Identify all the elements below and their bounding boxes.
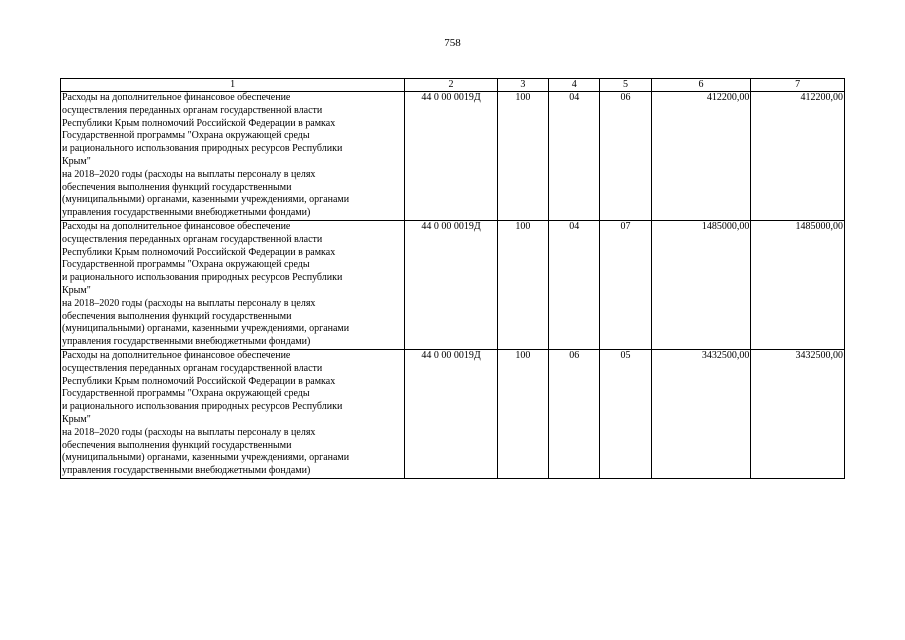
expense-type-code: 100: [497, 220, 548, 349]
expense-name-line: обеспечения выполнения функций государственными: [62, 181, 292, 193]
column-header: 4: [549, 79, 600, 92]
subsection-code: 06: [600, 92, 651, 221]
expense-name-cell: [61, 92, 405, 221]
section-code: 04: [549, 92, 600, 221]
column-header: 5: [600, 79, 651, 92]
expense-type-code: 100: [497, 92, 548, 221]
expense-name-line: и рационального использования природных ресурсов Республики: [62, 143, 343, 155]
target-article-code: 44 0 00 0019Д: [405, 349, 498, 478]
column-header: 2: [405, 79, 498, 92]
expense-name-line: Расходы на дополнительное финансовое обеспечение: [62, 349, 291, 361]
expense-name-line: на 2018–2020 годы (расходы на выплаты персоналу в целях: [62, 168, 316, 180]
expense-name-line: Республики Крым полномочий Российской Федерации в рамках: [62, 246, 336, 258]
expense-name-line: и рационального использования природных ресурсов Республики: [62, 401, 343, 413]
expense-name-line: Республики Крым полномочий Российской Федерации в рамках: [62, 117, 336, 129]
subsection-code: 05: [600, 349, 651, 478]
budget-table: [60, 78, 845, 479]
expense-name-line: обеспечения выполнения функций государственными: [62, 439, 292, 451]
expense-name-line: обеспечения выполнения функций государственными: [62, 310, 292, 322]
expense-name-line: Крым": [62, 155, 91, 167]
expense-name-line: осуществления переданных органам государственной власти: [62, 104, 323, 116]
expense-name-line: Государственной программы "Охрана окружающей среды: [62, 130, 310, 142]
table-row: [61, 92, 845, 221]
expense-name-cell: [61, 220, 405, 349]
expense-name-line: (муниципальными) органами, казенными учреждениями, органами: [62, 194, 350, 206]
table-header-row: [61, 79, 845, 92]
page-number: 758: [444, 37, 461, 49]
column-header: 6: [651, 79, 751, 92]
expense-name-line: управления государственными внебюджетными фондами): [62, 465, 311, 477]
expense-name-line: осуществления переданных органам государственной власти: [62, 362, 323, 374]
expense-name-line: (муниципальными) органами, казенными учреждениями, органами: [62, 452, 350, 464]
table-row: [61, 220, 845, 349]
expense-name-line: и рационального использования природных ресурсов Республики: [62, 272, 343, 284]
amount-column-7: 3432500,00: [751, 349, 845, 478]
table-row: [61, 349, 845, 478]
expense-name-cell: [61, 349, 405, 478]
expense-name-line: Расходы на дополнительное финансовое обеспечение: [62, 220, 291, 232]
amount-column-6: 412200,00: [651, 92, 751, 221]
amount-column-7: 1485000,00: [751, 220, 845, 349]
expense-name-line: на 2018–2020 годы (расходы на выплаты персоналу в целях: [62, 297, 316, 309]
expense-name-line: Государственной программы "Охрана окружающей среды: [62, 388, 310, 400]
expense-name-line: на 2018–2020 годы (расходы на выплаты персоналу в целях: [62, 426, 316, 438]
target-article-code: 44 0 00 0019Д: [405, 220, 498, 349]
expense-type-code: 100: [497, 349, 548, 478]
amount-column-7: 412200,00: [751, 92, 845, 221]
column-header: 7: [751, 79, 845, 92]
expense-name-line: Крым": [62, 284, 91, 296]
section-code: 06: [549, 349, 600, 478]
section-code: 04: [549, 220, 600, 349]
expense-name-line: управления государственными внебюджетными фондами): [62, 207, 311, 219]
column-header: 1: [61, 79, 405, 92]
expense-name-line: Государственной программы "Охрана окружающей среды: [62, 259, 310, 271]
expense-name-line: управления государственными внебюджетными фондами): [62, 336, 311, 348]
target-article-code: 44 0 00 0019Д: [405, 92, 498, 221]
column-header: 3: [497, 79, 548, 92]
expense-name-line: Крым": [62, 413, 91, 425]
expense-name-line: Расходы на дополнительное финансовое обеспечение: [62, 92, 291, 103]
amount-column-6: 3432500,00: [651, 349, 751, 478]
expense-name-line: осуществления переданных органам государственной власти: [62, 233, 323, 245]
amount-column-6: 1485000,00: [651, 220, 751, 349]
subsection-code: 07: [600, 220, 651, 349]
expense-name-line: Республики Крым полномочий Российской Федерации в рамках: [62, 375, 336, 387]
expense-name-line: (муниципальными) органами, казенными учреждениями, органами: [62, 323, 350, 335]
